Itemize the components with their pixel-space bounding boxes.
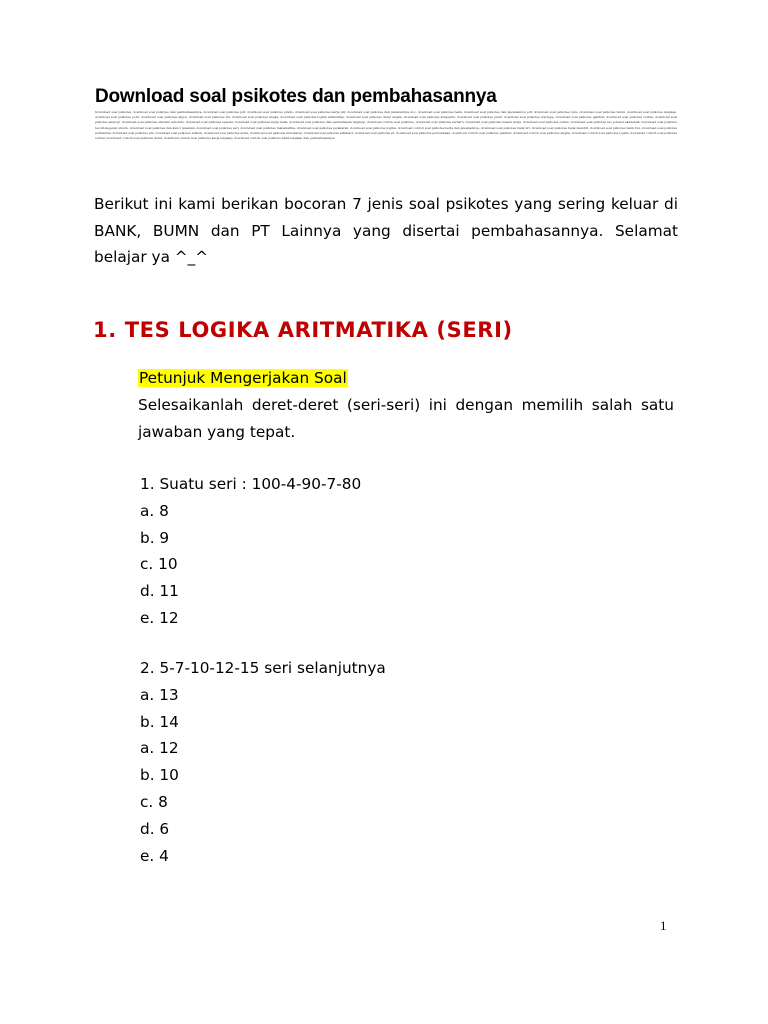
question-1-option-b: b. 9 [140, 528, 170, 547]
page-number: 1 [660, 918, 667, 933]
question-2-option-6: d. 6 [140, 819, 170, 838]
question-1-prompt: 1. Suatu seri : 100-4-90-7-80 [140, 475, 362, 493]
question-1-option-c: c. 10 [140, 555, 178, 574]
question-2-option-7: e. 4 [140, 846, 169, 865]
instructions-block [138, 365, 674, 446]
section-heading-text: 1. TES LOGIKA ARITMATIKA (SERI) [93, 318, 513, 342]
question-2-prompt: 2. 5-7-10-12-15 seri selanjutnya [140, 659, 386, 677]
question-2-option-5: c. 8 [140, 792, 168, 811]
fine-print-paragraph: Download soal psikotes, download soal psikotes dan pembahasannya, download soal psikotes pdf, download soal psikotes gratis, download soal psikotes kerja pdf, download soal psikotes dan jawabannya doc, download soal psikotes bank, download soal psikotes dan jawabannya pdf, download soal psikotes cpns, download soal psikotes bumn, download soal psikotes lengkap, download soal psikotes polri, download soal psikotes akpol, download soal psikotes tni, download soal psikotes angka, download soal psikotes logika aritmatika, download soal psikotes deret angka, download soal psikotes kraepelin, download soal psikotes pauli, download soal psikotes wartegg, download soal psikotes gambar, download soal psikotes verbal, download soal psikotes analogi, download soal psikotes sinonim antonim, download soal psikotes spasial, download soal psikotes kerja bank, download soal psikotes dan pembahasan lengkap, download contoh soal psikotes, download soal psikotes terbaru, download soal psikotes masuk kerja, download soal psikotes online, download soal psikotes tes potensi akademik, download soal psikotes tes intelegensi umum, download soal psikotes dan kunci jawaban, download soal psikotes seri, download soal psikotes matematika, download soal psikotes penalaran, download soal psikotes logika, download contoh soal psikotes kerja dan jawabannya, download soal psikotes bank bri, download soal psikotes bank mandiri, download soal psikotes bank bni, download soal psikotes pertamina, download soal psikotes pln, download soal psikotes telkom, download soal psikotes astra, download soal psikotes indomaret, download soal psikotes alfamart, download soal psikotes pt, download soal psikotes perusahaan, download contoh soal psikotes gambar, download contoh soal psikotes angka, download contoh soal psikotes logika, download contoh soal psikotes verbal, download contoh soal psikotes deret, download contoh soal psikotes kerja lengkap, download contoh soal psikotes bank lengkap dan pembahasannya [95, 110, 677, 141]
instructions-title-line [138, 365, 674, 392]
question-2-option-3: a. 12 [140, 739, 179, 758]
section-heading [93, 318, 513, 342]
instructions-title: Petunjuk Mengerjakan Soal [139, 369, 347, 387]
question-2-option-4: b. 10 [140, 766, 179, 785]
question-2-option-2: b. 14 [140, 712, 179, 731]
question-2-option-1: a. 13 [140, 685, 179, 704]
question-1-option-e: e. 12 [140, 608, 179, 627]
question-1-option-a: a. 8 [140, 501, 169, 520]
question-2 [140, 655, 386, 869]
intro-paragraph: Berikut ini kami berikan bocoran 7 jenis soal psikotes yang sering keluar di BANK, BUMN dan PT Lainnya yang disertai pembahasannya. Selamat belajar ya ^_^ [94, 195, 678, 266]
question-1 [140, 471, 361, 632]
question-1-option-d: d. 11 [140, 582, 179, 601]
document-title: Download soal psikotes dan pembahasannya [95, 86, 497, 107]
instructions-text: Selesaikanlah deret-deret (seri-seri) ini dengan memilih salah satu jawaban yang tepat. [138, 396, 674, 441]
